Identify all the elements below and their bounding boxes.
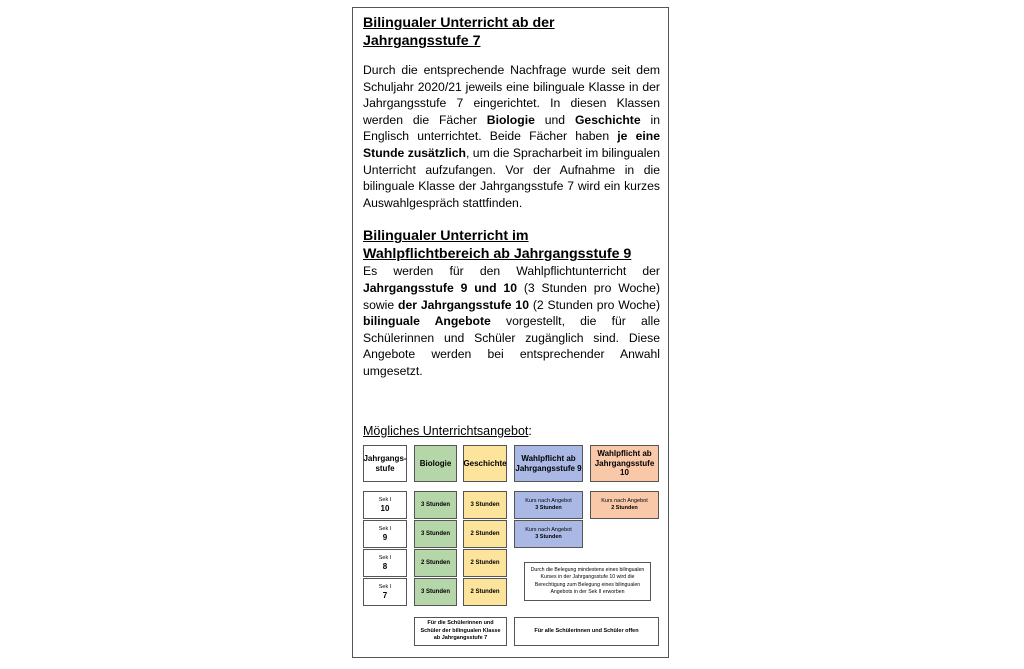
level-cell-10: Sek I 10	[363, 491, 407, 519]
sek2-note: Durch die Belegung mindestens eines bilingualen Kurses in der Jahrgangsstufe 10 wird die Berechtigung zum Belegung eines bilingualen Angebots in der Sek II erworben	[524, 562, 651, 601]
biologie-cell-10: 3 Stunden	[414, 491, 457, 519]
geschichte-cell-9: 2 Stunden	[463, 520, 507, 548]
wp9-kurs-9: Kurs nach Angebot 3 Stunden	[514, 520, 583, 548]
header-wahlpflicht-10: Wahlpflicht ab Jahrgangsstufe 10	[590, 445, 659, 482]
table-subheading: Mögliches Unterrichtsangebot:	[363, 424, 532, 438]
level-cell-7: Sek I 7	[363, 578, 407, 606]
level-cell-9: Sek I 9	[363, 520, 407, 548]
geschichte-cell-10: 3 Stunden	[463, 491, 507, 519]
section2-heading-line1: Bilingualer Unterricht im	[363, 228, 529, 245]
section2-heading-line2: Wahlpflichtbereich ab Jahrgangsstufe 9	[363, 246, 632, 263]
geschichte-cell-7: 2 Stunden	[463, 578, 507, 606]
document-frame	[352, 7, 669, 658]
section1-heading-line1: Bilingualer Unterricht ab der	[363, 15, 555, 31]
wp10-kurs-10: Kurs nach Angebot 2 Stunden	[590, 491, 659, 519]
footer-all-students: Für alle Schülerinnen und Schüler offen	[514, 617, 659, 646]
section1-heading-line2: Jahrgangsstufe 7	[363, 33, 481, 49]
section1-paragraph: Durch die entsprechende Nachfrage wurde seit dem Schuljahr 2020/21 jeweils eine bilinguale Klasse in der Jahrgangsstufe 7 eingerichtet. In diesen Klassen werden die Fächer Biologie und Geschichte in Englisch unterrichtet. Beide Fächer haben je eine Stunde zusätzlich, um die Spracharbeit im bilingualen Unterricht aufzufangen. Vor der Aufnahme in die bilinguale Klasse der Jahrgangsstufe 7 wird ein kurzes Auswahlgespräch stattfinden.	[363, 63, 661, 210]
biologie-cell-9: 3 Stunden	[414, 520, 457, 548]
section2-heading	[363, 227, 660, 263]
section2-paragraph: Es werden für den Wahlpflichtunterricht der Jahrgangsstufe 9 und 10 (3 Stunden pro Woche) sowie der Jahrgangsstufe 10 (2 Stunden pro Woche) bilinguale Angebote vorgestellt, die für alle Schülerinnen und Schüler zugänglich sind. Diese Angebote werden bei entsprechender Anwahl umgesetzt.	[363, 264, 661, 378]
geschichte-cell-8: 2 Stunden	[463, 549, 507, 577]
header-jahrgangsstufe: Jahrgangs- stufe	[363, 445, 407, 482]
header-geschichte: Geschichte	[463, 445, 507, 482]
footer-bilingual-class: Für die Schülerinnen und Schüler der bilingualen Klasse ab Jahrgangsstufe 7	[414, 617, 507, 646]
section1-heading	[363, 14, 660, 50]
wp9-kurs-10: Kurs nach Angebot 3 Stunden	[514, 491, 583, 519]
document-content	[363, 14, 660, 380]
header-wahlpflicht-9: Wahlpflicht ab Jahrgangsstufe 9	[514, 445, 583, 482]
biologie-cell-7: 3 Stunden	[414, 578, 457, 606]
header-biologie: Biologie	[414, 445, 457, 482]
level-cell-8: Sek I 8	[363, 549, 407, 577]
biologie-cell-8: 2 Stunden	[414, 549, 457, 577]
